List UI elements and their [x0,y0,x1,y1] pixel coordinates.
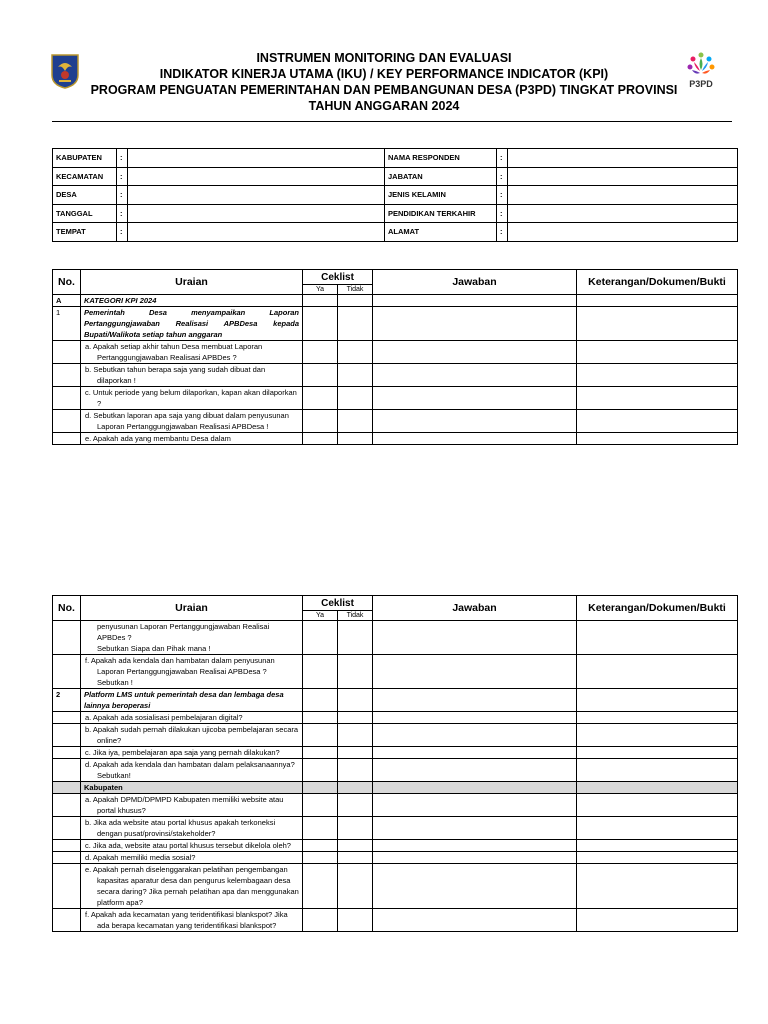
checklist-row [53,364,738,387]
identity-colon: : [117,223,128,242]
checklist-row [53,621,738,655]
header-line-1: INSTRUMEN MONITORING DAN EVALUASI [256,51,512,65]
jawaban-field[interactable] [373,655,577,689]
header-line-2: INDIKATOR KINERJA UTAMA (IKU) / KEY PERFORMANCE INDICATOR (KPI) [159,67,609,81]
jawaban-field[interactable] [373,341,577,364]
checklist-row [53,295,738,307]
row-uraian-text: d. Apakah memiliki media sosial? [81,852,303,864]
keterangan-field[interactable] [577,852,738,864]
row-number [53,387,81,410]
jawaban-field[interactable] [373,689,577,712]
keterangan-field[interactable] [577,364,738,387]
header-line-3: PROGRAM PENGUATAN PEMERINTAHAN DAN PEMBANGUNAN DESA (P3PD) TINGKAT PROVINSI [90,83,678,97]
identity-value-field[interactable] [128,223,385,242]
keterangan-field[interactable] [577,747,738,759]
ceklist-ya-cell[interactable] [303,840,338,852]
row-number [53,782,81,794]
keterangan-field[interactable] [577,655,738,689]
row-number [53,364,81,387]
row-uraian-text: a. Apakah setiap akhir tahun Desa membuat Laporan Pertanggungjawaban Realisasi APBDes ? [81,341,303,364]
ceklist-tidak-cell[interactable] [338,295,373,307]
kpi-checklist-table-2 [52,595,738,932]
row-uraian-text: Platform LMS untuk pemerintah desa dan lembaga desa lainnya beroperasi [81,689,303,712]
checklist-row [53,655,738,689]
ceklist-ya-cell[interactable] [303,747,338,759]
ceklist-tidak-cell[interactable] [338,724,373,747]
ceklist-ya-cell[interactable] [303,852,338,864]
identity-row [53,223,738,242]
col-header-ya: Ya [303,611,338,621]
identity-value-field[interactable] [128,167,385,186]
jawaban-field[interactable] [373,712,577,724]
keterangan-field[interactable] [577,794,738,817]
identity-label: ALAMAT [385,223,497,242]
document-header [0,50,768,114]
ceklist-tidak-cell[interactable] [338,759,373,782]
jawaban-field[interactable] [373,621,577,655]
identity-label: DESA [53,186,117,205]
identity-value-field[interactable] [128,186,385,205]
row-uraian-text: e. Apakah ada yang membantu Desa dalam [81,433,303,445]
row-number [53,341,81,364]
identity-value-field[interactable] [128,204,385,223]
identity-row [53,204,738,223]
col-header-jawaban: Jawaban [373,596,577,621]
ceklist-ya-cell[interactable] [303,782,338,794]
jawaban-field[interactable] [373,364,577,387]
col-header-ceklist: Ceklist [303,596,373,611]
checklist-row [53,724,738,747]
jawaban-field[interactable] [373,759,577,782]
identity-value-field[interactable] [508,186,738,205]
ceklist-ya-cell[interactable] [303,410,338,433]
row-number [53,712,81,724]
col-header-tidak: Tidak [338,611,373,621]
identity-row [53,186,738,205]
identity-label: KECAMATAN [53,167,117,186]
jawaban-field[interactable] [373,782,577,794]
row-number [53,840,81,852]
row-number [53,724,81,747]
ceklist-tidak-cell[interactable] [338,689,373,712]
jawaban-field[interactable] [373,852,577,864]
ceklist-tidak-cell[interactable] [338,341,373,364]
checklist-row [53,840,738,852]
ceklist-tidak-cell[interactable] [338,307,373,341]
ceklist-tidak-cell[interactable] [338,433,373,445]
row-uraian-text: penyusunan Laporan Pertanggungjawaban Realisai APBDes ? Sebutkan Siapa dan Pihak mana ! [81,621,303,655]
header-divider [52,121,732,122]
keterangan-field[interactable] [577,689,738,712]
identity-label: PENDIDIKAN TERKAHIR [385,204,497,223]
identity-label: JABATAN [385,167,497,186]
col-header-uraian: Uraian [81,270,303,295]
keterangan-field[interactable] [577,307,738,341]
checklist-row [53,747,738,759]
ceklist-ya-cell[interactable] [303,295,338,307]
ceklist-tidak-cell[interactable] [338,621,373,655]
identity-value-field[interactable] [508,204,738,223]
identity-colon: : [117,167,128,186]
jawaban-field[interactable] [373,864,577,909]
keterangan-field[interactable] [577,410,738,433]
keterangan-field[interactable] [577,909,738,932]
ceklist-ya-cell[interactable] [303,712,338,724]
jawaban-field[interactable] [373,747,577,759]
ceklist-tidak-cell[interactable] [338,782,373,794]
col-header-uraian: Uraian [81,596,303,621]
p3pd-logo [684,50,718,90]
ceklist-ya-cell[interactable] [303,387,338,410]
ceklist-ya-cell[interactable] [303,364,338,387]
ceklist-tidak-cell[interactable] [338,712,373,724]
ceklist-ya-cell[interactable] [303,759,338,782]
checklist-row [53,712,738,724]
keterangan-field[interactable] [577,295,738,307]
ceklist-ya-cell[interactable] [303,864,338,909]
identity-label: NAMA RESPONDEN [385,149,497,168]
ceklist-ya-cell[interactable] [303,621,338,655]
keterangan-field[interactable] [577,759,738,782]
identity-colon: : [117,149,128,168]
ceklist-tidak-cell[interactable] [338,817,373,840]
checklist-row [53,909,738,932]
row-uraian-text: c. Jika ada, website atau portal khusus tersebut dikelola oleh? [81,840,303,852]
jawaban-field[interactable] [373,794,577,817]
row-uraian-text: d. Apakah ada kendala dan hambatan dalam pelaksanaannya? Sebutkan! [81,759,303,782]
checklist-row [53,689,738,712]
row-number [53,817,81,840]
identity-colon: : [497,149,508,168]
row-number [53,655,81,689]
row-uraian-text: b. Apakah sudah pernah dilakukan ujicoba pembelajaran secara online? [81,724,303,747]
ceklist-ya-cell[interactable] [303,909,338,932]
keterangan-field[interactable] [577,817,738,840]
row-number [53,794,81,817]
kpi-checklist-table-1 [52,269,738,445]
identity-row [53,167,738,186]
identity-label: JENIS KELAMIN [385,186,497,205]
ceklist-ya-cell[interactable] [303,655,338,689]
ceklist-tidak-cell[interactable] [338,655,373,689]
identity-label: KABUPATEN [53,149,117,168]
jawaban-field[interactable] [373,817,577,840]
jawaban-field[interactable] [373,410,577,433]
col-header-ya: Ya [303,285,338,295]
ceklist-tidak-cell[interactable] [338,387,373,410]
checklist-row [53,817,738,840]
checklist-row [53,852,738,864]
row-uraian-text: e. Apakah pernah diselenggarakan pelatihan pengembangan kapasitas aparatur desa dan pengurus kelembagaan desa secara daring? Jika pernah pelatihan apa dan menggunakan platform apa? [81,864,303,909]
ceklist-tidak-cell[interactable] [338,840,373,852]
keterangan-field[interactable] [577,341,738,364]
row-uraian-text: a. Apakah DPMD/DPMPD Kabupaten memiliki website atau portal khusus? [81,794,303,817]
row-uraian-text: d. Sebutkan laporan apa saja yang dibuat dalam penyusunan Laporan Pertanggungjawaban Realisasi APBDesa ! [81,410,303,433]
row-number [53,747,81,759]
identity-value-field[interactable] [508,149,738,168]
keterangan-field[interactable] [577,840,738,852]
col-header-jawaban: Jawaban [373,270,577,295]
checklist-row [53,794,738,817]
identity-label: TEMPAT [53,223,117,242]
col-header-keterangan: Keterangan/Dokumen/Bukti [577,596,738,621]
ceklist-ya-cell[interactable] [303,724,338,747]
identity-colon: : [497,186,508,205]
row-number [53,433,81,445]
col-header-ceklist: Ceklist [303,270,373,285]
identity-colon: : [117,186,128,205]
checklist-row [53,864,738,909]
ceklist-tidak-cell[interactable] [338,364,373,387]
jawaban-field[interactable] [373,387,577,410]
checklist-row [53,433,738,445]
ceklist-tidak-cell[interactable] [338,794,373,817]
identity-colon: : [497,204,508,223]
identity-label: TANGGAL [53,204,117,223]
identity-value-field[interactable] [508,167,738,186]
col-header-tidak: Tidak [338,285,373,295]
row-number: A [53,295,81,307]
checklist-row [53,341,738,364]
row-number [53,909,81,932]
row-number [53,864,81,909]
checklist-row [53,759,738,782]
keterangan-field[interactable] [577,387,738,410]
keterangan-field[interactable] [577,864,738,909]
jawaban-field[interactable] [373,295,577,307]
identity-value-field[interactable] [128,149,385,168]
ceklist-tidak-cell[interactable] [338,747,373,759]
identity-row [53,149,738,168]
ceklist-ya-cell[interactable] [303,341,338,364]
jawaban-field[interactable] [373,307,577,341]
col-header-keterangan: Keterangan/Dokumen/Bukti [577,270,738,295]
ceklist-ya-cell[interactable] [303,307,338,341]
keterangan-field[interactable] [577,782,738,794]
row-uraian-text: c. Untuk periode yang belum dilaporkan, kapan akan dilaporkan ? [81,387,303,410]
col-header-no: No. [53,270,81,295]
jawaban-field[interactable] [373,724,577,747]
ceklist-ya-cell[interactable] [303,433,338,445]
identity-colon: : [497,223,508,242]
keterangan-field[interactable] [577,712,738,724]
row-number [53,759,81,782]
row-uraian-text: f. Apakah ada kecamatan yang teridentifikasi blankspot? Jika ada berapa kecamatan yang teridentifikasi blankspot? [81,909,303,932]
ceklist-ya-cell[interactable] [303,794,338,817]
row-uraian-text: KATEGORI KPI 2024 [81,295,303,307]
jawaban-field[interactable] [373,433,577,445]
row-number [53,410,81,433]
row-uraian-text: b. Jika ada website atau portal khusus apakah terkoneksi dengan pusat/provinsi/stakeholder? [81,817,303,840]
identity-value-field[interactable] [508,223,738,242]
p3pd-logo-text: P3PD [689,79,713,89]
keterangan-field[interactable] [577,433,738,445]
identity-colon: : [497,167,508,186]
ceklist-tidak-cell[interactable] [338,864,373,909]
row-uraian-text: Kabupaten [81,782,303,794]
keterangan-field[interactable] [577,621,738,655]
row-number: 1 [53,307,81,341]
checklist-row [53,782,738,794]
row-number [53,852,81,864]
checklist-row [53,307,738,341]
row-uraian-text: c. Jika iya, pembelajaran apa saja yang pernah dilakukan? [81,747,303,759]
ceklist-ya-cell[interactable] [303,817,338,840]
checklist-row [53,410,738,433]
ceklist-tidak-cell[interactable] [338,852,373,864]
checklist-row [53,387,738,410]
header-line-4: TAHUN ANGGARAN 2024 [308,99,460,113]
ceklist-ya-cell[interactable] [303,689,338,712]
ceklist-tidak-cell[interactable] [338,410,373,433]
respondent-identity-table [52,148,738,242]
jawaban-field[interactable] [373,840,577,852]
row-uraian-text: a. Apakah ada sosialisasi pembelajaran digital? [81,712,303,724]
row-uraian-text: b. Sebutkan tahun berapa saja yang sudah dibuat dan dilaporkan ! [81,364,303,387]
row-number: 2 [53,689,81,712]
row-number [53,621,81,655]
jawaban-field[interactable] [373,909,577,932]
row-uraian-text: f. Apakah ada kendala dan hambatan dalam penyusunan Laporan Pertanggungjawaban Realisai APBDesa ? Sebutkan ! [81,655,303,689]
ceklist-tidak-cell[interactable] [338,909,373,932]
row-uraian-text: Pemerintah Desa menyampaikan Laporan Pertanggungjawaban Realisasi APBDesa kepada Bupati/Walikota setiap tahun anggaran [81,307,303,341]
col-header-no: No. [53,596,81,621]
identity-colon: : [117,204,128,223]
keterangan-field[interactable] [577,724,738,747]
